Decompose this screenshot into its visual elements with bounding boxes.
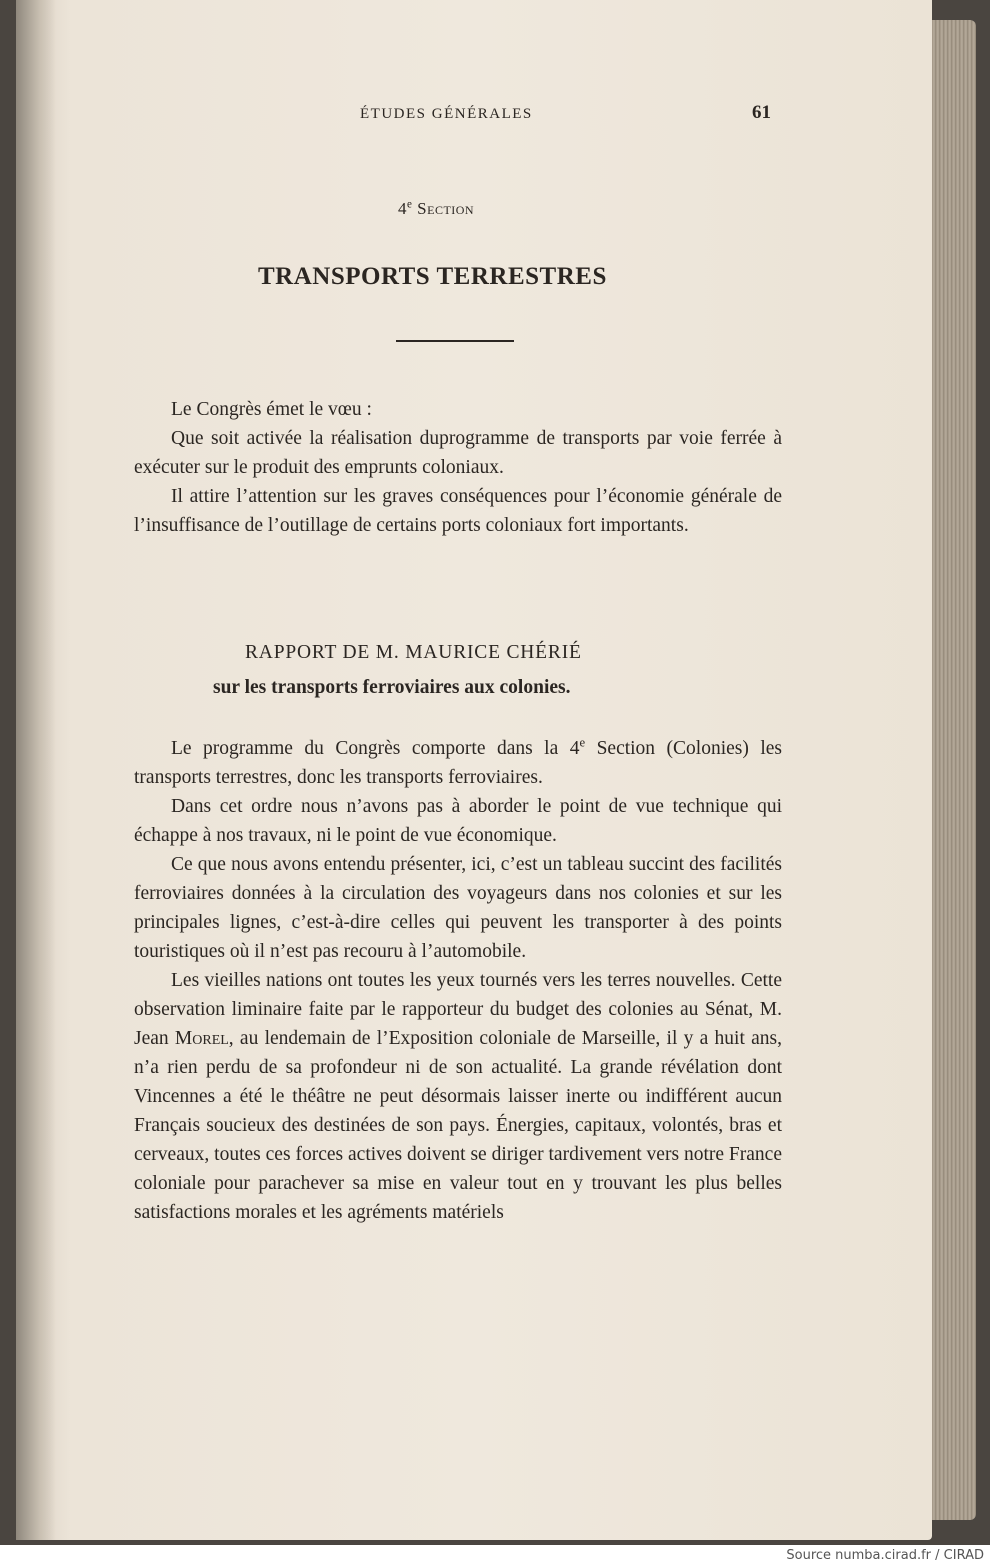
running-title: ÉTUDES GÉNÉRALES bbox=[360, 106, 533, 122]
report-paragraph-4 bbox=[134, 966, 782, 1227]
resolution-text bbox=[134, 395, 782, 540]
report-paragraph-1-end: Section (Colonies) les transports terrestres, donc les transports ferroviaires. bbox=[134, 738, 782, 788]
page-number: 61 bbox=[752, 102, 771, 123]
report-paragraph-2: Dans cet ordre nous n’avons pas à aborder le point de vue technique qui échappe à nos travaux, ni le point de vue économique. bbox=[134, 796, 782, 846]
section-number: 4 bbox=[398, 199, 407, 218]
report-paragraph-3: Ce que nous avons entendu présenter, ici, c’est un tableau succint des facilités ferroviaires données à la circulation des voyageurs dans nos colonies et sur les principales lignes, c’est-à-dire celles qui peuvent les transporter à des points touristiques où il n’est pas recouru à l’automobile. bbox=[134, 854, 782, 962]
section-number-suffix: e bbox=[407, 198, 413, 211]
section-title: TRANSPORTS TERRESTRES bbox=[258, 263, 607, 290]
page-gutter bbox=[16, 0, 56, 1540]
resolution-paragraph-3: Il attire l’attention sur les graves conséquences pour l’économie générale de l’insuffisance de l’outillage de certains ports coloniaux fort importants. bbox=[134, 486, 782, 536]
report-paragraph-4-start: Les vieilles nations ont toutes les yeux tournés vers les terres nouvelles. Cette observation liminaire faite par le rapporteur du budget des colonies au Sénat, M. Jean bbox=[134, 970, 782, 1049]
report-paragraph-1 bbox=[134, 734, 782, 792]
report-paragraph-1-start: Le programme du Congrès comporte dans la 4 bbox=[171, 738, 580, 759]
section-word: Section bbox=[417, 199, 475, 218]
title-divider bbox=[396, 340, 514, 342]
report-paragraph-1-sup: e bbox=[579, 735, 586, 750]
report-subtitle: sur les transports ferroviaires aux colonies. bbox=[213, 677, 571, 698]
report-paragraph-4-name: Morel bbox=[174, 1028, 229, 1049]
report-title: RAPPORT DE M. MAURICE CHÉRIÉ bbox=[245, 642, 582, 663]
resolution-paragraph-1: Le Congrès émet le vœu : bbox=[171, 399, 372, 420]
source-credit: Source numba.cirad.fr / CIRAD bbox=[786, 1548, 984, 1563]
report-paragraph-4-end: , au lendemain de l’Exposition coloniale de Marseille, il y a huit ans, n’a rien perdu de sa profondeur ni de son actualité. La grande révélation dont Vincennes a été le théâtre ne peut désormais laisser inerte ou indifférent aucun Français soucieux des destinées de son pays. Énergies, capitaux, volontés, bras et cerveaux, toutes ces forces actives doivent se diriger tardivement vers notre France coloniale pour parachever sa mise en valeur tout en y trouvant les plus belles satisfactions morales et les agréments matériels bbox=[134, 1028, 782, 1223]
page-stack-edge bbox=[932, 20, 976, 1520]
resolution-paragraph-2: Que soit activée la réalisation duprogramme de transports par voie ferrée à exécuter sur le produit des emprunts coloniaux. bbox=[134, 428, 782, 478]
report-text bbox=[134, 734, 782, 1227]
section-label bbox=[398, 199, 474, 219]
